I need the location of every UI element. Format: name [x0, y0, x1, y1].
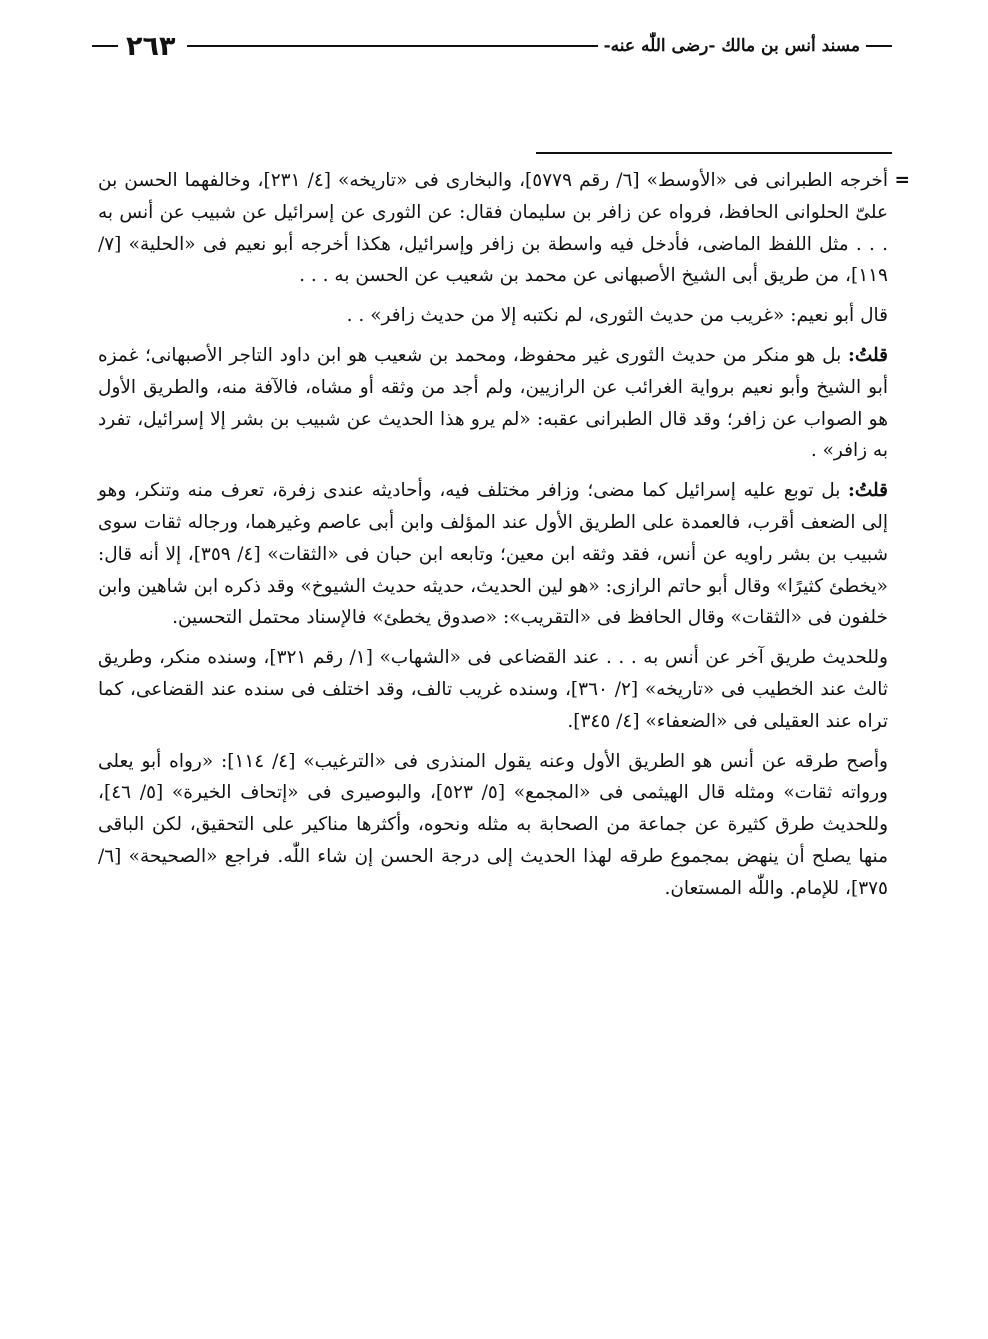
footnote-body [98, 165, 910, 913]
header-dash-right [866, 45, 892, 47]
header-rule [187, 45, 597, 47]
paragraph-lead: قلتُ: [848, 480, 888, 502]
page-header [92, 28, 892, 64]
footnote-paragraph [98, 746, 888, 905]
footnote-paragraph [98, 300, 888, 332]
paragraph-lead: قلتُ: [848, 344, 888, 366]
footnote-paragraph [98, 165, 910, 292]
continuation-marker: = [894, 170, 910, 191]
page-number: ٢٦٣ [126, 30, 176, 62]
footnote-separator [536, 152, 892, 154]
header-dash-left [92, 45, 118, 47]
footnote-paragraph [98, 642, 888, 737]
paragraph-text: بل توبع عليه إسرائيل كما مضى؛ وزافر مختلف فيه، وأحاديثه عندى زفرة، تعرف منه وتنكر، وهو إلى الضعف أقرب، فالعمدة على الطريق الأول عند المؤلف وابن أبى عاصم وغيرهما، ورجاله ثقات سوى شبيب بن بشر راويه عن أنس، فقد وثقه ابن معين؛ وتابعه ابن حبان فى «الثقات» [٤/ ٣٥٩]، إلا أنه قال: «يخطئ كثيرًا» وقال أبو حاتم الرازى: «هو لين الحديث، حديثه حديث الشيوخ» وقد ذكره ابن شاهين وابن خلفون فى «الثقات» وقال الحافظ فى «التقريب»: «صدوق يخطئ» فالإسناد محتمل التحسين. [98, 480, 888, 629]
running-title: مسند أنس بن مالك -رضى اللّٰه عنه- [603, 36, 860, 56]
footnote-paragraph [98, 475, 888, 634]
paragraph-text: أخرجه الطبرانى فى «الأوسط» [٦/ رقم ٥٧٧٩]، والبخارى فى «تاريخه» [٤/ ٢٣١]، وخالفهما الحسن بن علىّ الحلوانى الحافظ، فرواه عن زافر بن سليمان فقال: عن الثورى عن إسرائيل عن شبيب عن أنس به . . . مثل اللفظ الماضى، فأدخل فيه واسطة بن زافر وإسرائيل، هكذا أخرجه أبو نعيم فى «الحلية» [٧/ ١١٩]، من طريق أبى الشيخ الأصبهانى عن محمد بن شعيب عن الحسن به . . . [98, 170, 888, 287]
paragraph-text: بل هو منكر من حديث الثورى غير محفوظ، ومحمد بن شعيب هو ابن داود التاجر الأصبهانى؛ غمزه أبو الشيخ وأبو نعيم برواية الغرائب عن الرازيين، ولم أجد من وثقه أو مشاه، فالآفة منه، والطريق الأول هو الصواب عن زافر؛ وقد قال الطبرانى عقبه: «لم يرو هذا الحديث عن شبيب بن بشر إلا إسرائيل، تفرد به زافر» . [98, 344, 888, 462]
footnote-paragraph [98, 340, 888, 467]
paragraph-text: قال أبو نعيم: «غريب من حديث الثورى، لم نكتبه إلا من حديث زافر» . . [346, 305, 888, 327]
paragraph-text: وأصح طرقه عن أنس هو الطريق الأول وعنه يقول المنذرى فى «الترغيب» [٤/ ١١٤]: «رواه أبو يعلى ورواته ثقات» ومثله قال الهيثمى فى «المجمع» [٥/ ٥٢٣]، والبوصيرى فى «إتحاف الخيرة» [٥/ ٤٦]، وللحديث طرق كثيرة عن جماعة من الصحابة به مثله ونحوه، وأكثرها مناكير على التحقيق، لكن الباقى منها يصلح أن ينهض بمجموع طرقه لهذا الحديث إلى درجة الحسن إن شاء اللّٰه. فراجع «الصحيحة» [٦/ ٣٧٥]، للإمام. واللّٰه المستعان. [98, 750, 888, 899]
paragraph-text: وللحديث طريق آخر عن أنس به . . . عند القضاعى فى «الشهاب» [١/ رقم ٣٢١]، وسنده منكر، وطريق ثالث عند الخطيب فى «تاريخه» [٢/ ٣٦٠]، وسنده غريب تالف، وقد اختلف فى سنده عند القضاعى، كما تراه عند العقيلى فى «الضعفاء» [٤/ ٣٤٥]. [98, 647, 889, 732]
